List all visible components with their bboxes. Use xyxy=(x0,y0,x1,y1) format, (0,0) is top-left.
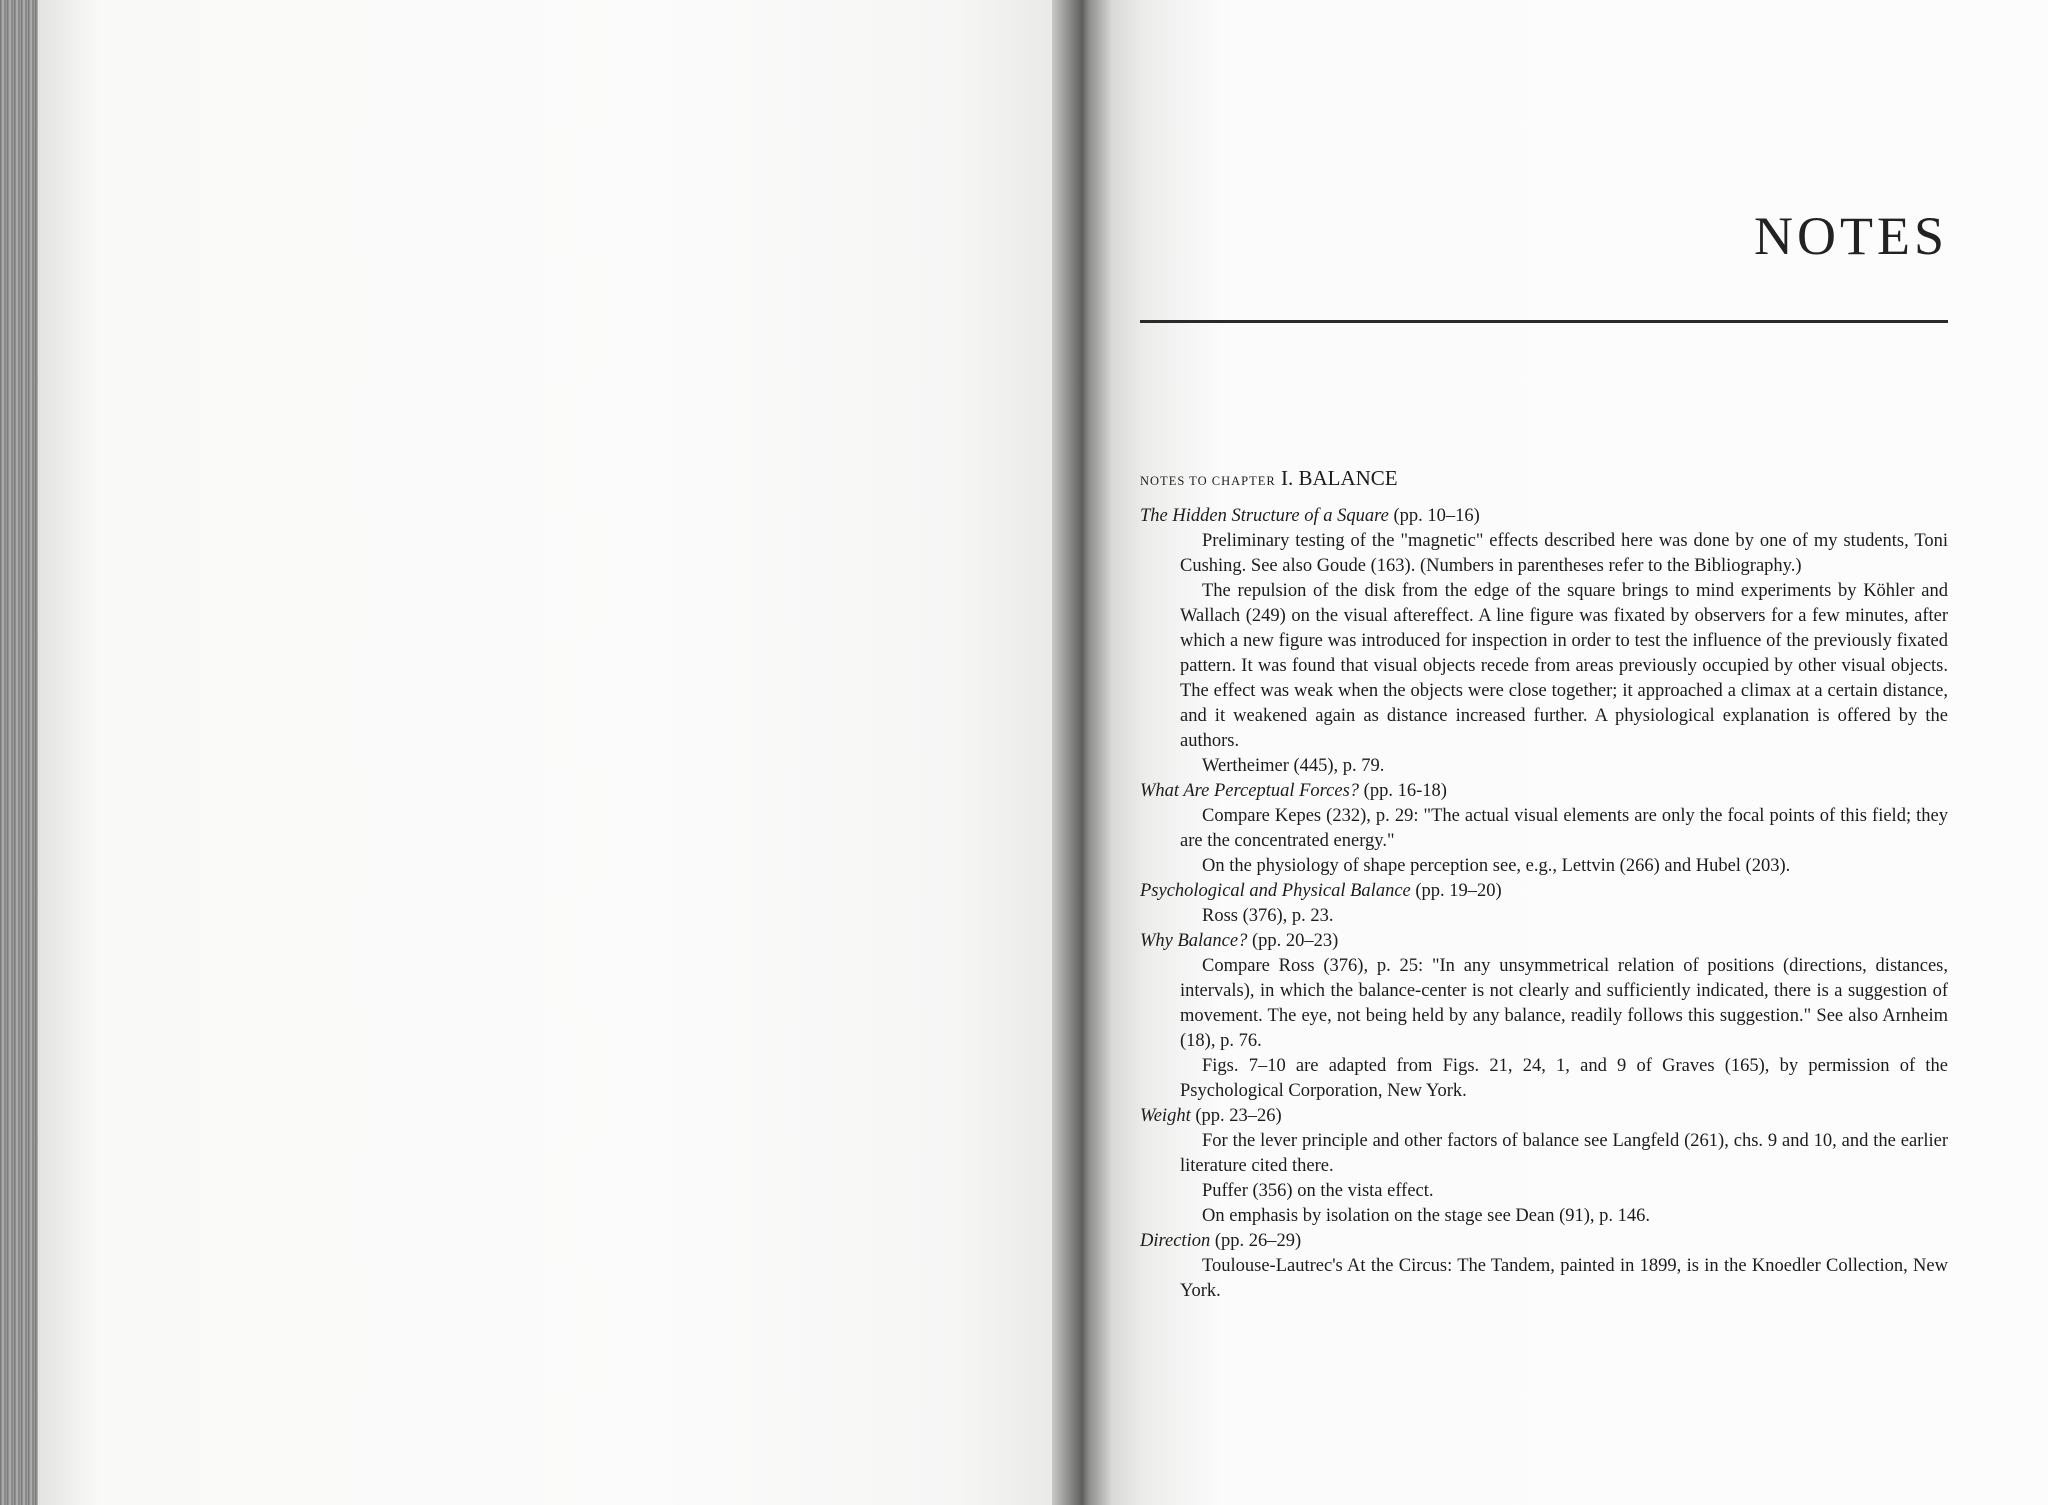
section-heading xyxy=(1140,1104,1948,1129)
section-pages: (pp. 20–23) xyxy=(1252,931,1339,951)
page-title: NOTES xyxy=(1754,206,1948,266)
note-paragraph: On emphasis by isolation on the stage see Dean (91), p. 146. xyxy=(1202,1206,1651,1226)
note-paragraph: Preliminary testing of the "magnetic" effects described here was done by one of my students, Toni Cushing. See also Goude (163). (Numbers in parentheses refer to the Bibliography.) xyxy=(1180,531,1948,576)
note-paragraph: The repulsion of the disk from the edge of the square brings to mind experiments by Köhler and Wallach (249) on the visual aftereffect. A line figure was fixated by observers for a few minutes, after which a new figure was introduced for inspection in order to test the influence of the previously fixated pattern. It was found that visual objects recede from areas previously occupied by other visual objects. The effect was weak when the objects were close together; it approached a climax at a certain distance, and it weakened again as distance increased further. A physiological explanation is offered by the authors. xyxy=(1180,581,1948,751)
note-paragraph: For the lever principle and other factors of balance see Langfeld (261), chs. 9 and 10, and the earlier literature cited there. xyxy=(1180,1131,1948,1176)
chapter-name: I. BALANCE xyxy=(1280,466,1398,490)
note-paragraph: Compare Ross (376), p. 25: "In any unsymmetrical relation of positions (directions, distances, intervals), in which the balance-center is not clearly and sufficiently indicated, there is a suggestion of movement. The eye, not being held by any balance, readily follows this suggestion." See also Arnheim (18), p. 76. xyxy=(1180,956,1948,1051)
section-pages: (pp. 26–29) xyxy=(1214,1231,1302,1251)
chapter-prefix: NOTES TO CHAPTER xyxy=(1140,474,1276,488)
section-title: The Hidden Structure of a Square xyxy=(1140,506,1389,526)
note-paragraph: Figs. 7–10 are adapted from Figs. 21, 24, 1, and 9 of Graves (165), by permission of the Psychological Corporation, New York. xyxy=(1180,1056,1948,1101)
note-paragraph: Puffer (356) on the vista effect. xyxy=(1202,1181,1434,1201)
section-heading xyxy=(1140,779,1948,804)
left-page-blank xyxy=(38,0,1060,1505)
note-paragraph: On the physiology of shape perception see, e.g., Lettvin (266) and Hubel (203). xyxy=(1202,856,1791,876)
section-heading xyxy=(1140,929,1948,954)
note-paragraph: Compare Kepes (232), p. 29: "The actual visual elements are only the focal points of this field; they are the concentrated energy." xyxy=(1180,806,1948,851)
section-title: What Are Perceptual Forces? xyxy=(1140,781,1360,801)
section-title: Psychological and Physical Balance xyxy=(1140,881,1411,901)
chapter-heading xyxy=(1140,466,1948,494)
notes-content xyxy=(1140,466,1948,1304)
section-pages: (pp. 10–16) xyxy=(1393,506,1480,526)
section-heading xyxy=(1140,504,1948,529)
title-rule xyxy=(1140,320,1948,323)
page-edges xyxy=(0,0,38,1505)
section-title: Weight xyxy=(1140,1106,1191,1126)
section-heading xyxy=(1140,1229,1948,1254)
section-title: Direction xyxy=(1140,1231,1211,1251)
note-paragraph: Wertheimer (445), p. 79. xyxy=(1202,756,1385,776)
section-pages: (pp. 19–20) xyxy=(1415,881,1502,901)
section-heading xyxy=(1140,879,1948,904)
section-pages: (pp. 16-18) xyxy=(1363,781,1447,801)
note-paragraph: Ross (376), p. 23. xyxy=(1202,906,1334,926)
note-paragraph: Toulouse-Lautrec's At the Circus: The Tandem, painted in 1899, is in the Knoedler Collection, New York. xyxy=(1180,1256,1948,1301)
section-title: Why Balance? xyxy=(1140,931,1248,951)
section-pages: (pp. 23–26) xyxy=(1195,1106,1282,1126)
book-gutter xyxy=(1052,0,1112,1505)
